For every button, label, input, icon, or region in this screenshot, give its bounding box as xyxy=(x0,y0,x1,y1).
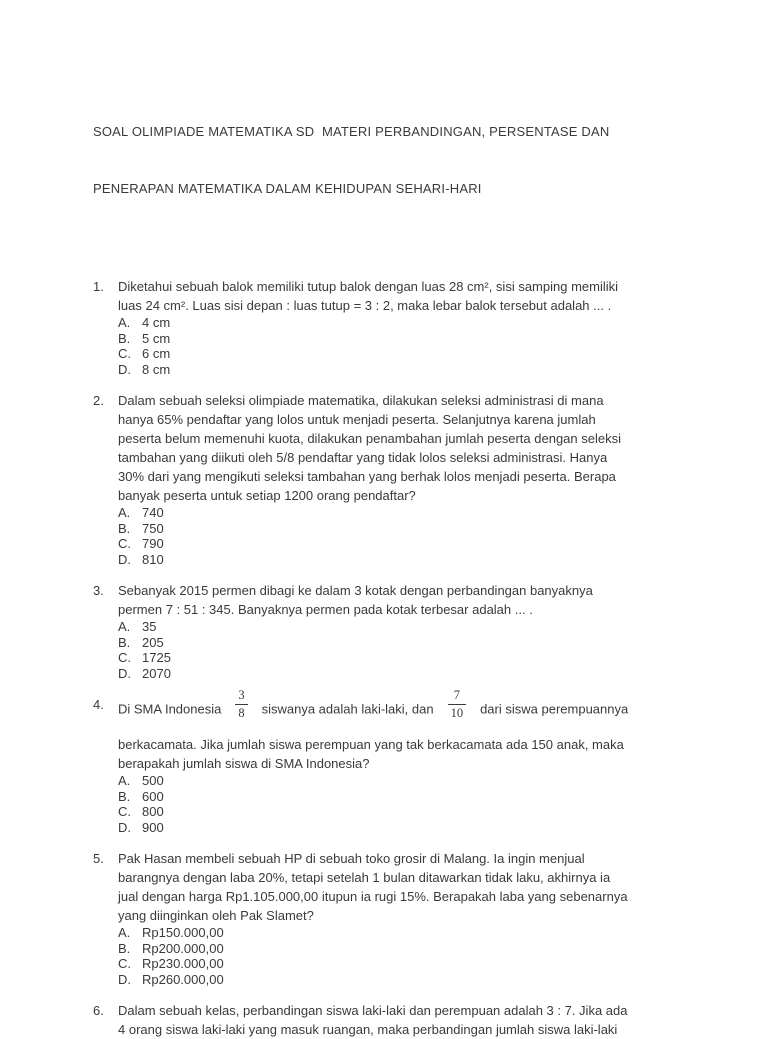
question-body xyxy=(118,581,690,681)
option-label: A. xyxy=(118,925,131,940)
question-text-line: yang diinginkan oleh Pak Slamet? xyxy=(118,908,314,923)
question-text-line: berapakah jumlah siswa di SMA Indonesia? xyxy=(118,756,370,771)
title-line-1: SOAL OLIMPIADE MATEMATIKA SD MATERI PERBANDINGAN, PERSENTASE DAN xyxy=(93,124,610,139)
question-text-line-with-fractions xyxy=(118,688,690,725)
question-body xyxy=(118,277,690,377)
option-label: D. xyxy=(118,819,131,835)
option-label: B. xyxy=(118,520,131,536)
option-a xyxy=(118,619,690,635)
question-text-line: 30% dari yang mengikuti seleksi tambahan yang berhak lolos menjadi peserta. Berapa xyxy=(118,469,616,484)
fraction-numerator: 7 xyxy=(453,688,460,702)
option-b xyxy=(118,331,690,347)
option-c xyxy=(118,346,690,362)
option-text: 740 xyxy=(142,505,164,520)
question-text-line: luas 24 cm². Luas sisi depan : luas tutup = 3 : 2, maka lebar balok tersebut adalah ... . xyxy=(118,298,612,313)
option-label: C. xyxy=(118,346,131,361)
question-2 xyxy=(93,391,690,567)
option-text: 1725 xyxy=(142,650,171,665)
question-number: 3. xyxy=(93,583,104,598)
option-text: 600 xyxy=(142,788,164,804)
option-text: 35 xyxy=(142,619,157,634)
option-text: 2070 xyxy=(142,665,171,681)
question-text-segment: siswanya adalah laki-laki, dan xyxy=(261,701,434,717)
question-text-line: jual dengan harga Rp1.105.000,00 itupun ia rugi 15%. Berapakah laba yang sebenarnya xyxy=(118,889,628,904)
option-text: 500 xyxy=(142,773,164,788)
question-number: 5. xyxy=(93,851,104,866)
question-1 xyxy=(93,277,690,377)
option-text: 4 cm xyxy=(142,315,171,330)
option-a xyxy=(118,505,690,521)
fraction-3-8 xyxy=(235,689,247,719)
question-text-line: Dalam sebuah kelas, perbandingan siswa laki-laki dan perempuan adalah 3 : 7. Jika ada xyxy=(118,1003,628,1018)
option-text: 790 xyxy=(142,536,164,551)
question-3 xyxy=(93,581,690,681)
option-label: A. xyxy=(118,505,131,520)
question-number: 2. xyxy=(93,393,104,408)
option-label: D. xyxy=(118,361,131,377)
question-text-line: Sebanyak 2015 permen dibagi ke dalam 3 kotak dengan perbandingan banyaknya xyxy=(118,583,593,598)
option-text: Rp150.000,00 xyxy=(142,925,224,940)
fraction-denominator: 10 xyxy=(448,704,467,720)
option-d xyxy=(118,666,690,682)
option-text: 8 cm xyxy=(142,361,171,377)
document-title xyxy=(93,84,690,236)
option-label: D. xyxy=(118,551,131,567)
option-label: C. xyxy=(118,956,131,971)
fraction-denominator: 8 xyxy=(235,704,247,720)
question-text-line: permen 7 : 51 : 345. Banyaknya permen pada kotak terbesar adalah ... . xyxy=(118,602,533,617)
question-text-line: tambahan yang diikuti oleh 5/8 pendaftar yang tidak lolos seleksi administrasi. Hanya xyxy=(118,450,608,465)
answer-options xyxy=(118,315,690,377)
option-label: C. xyxy=(118,536,131,551)
question-text-line: berkacamata. Jika jumlah siswa perempuan yang tak berkacamata ada 150 anak, maka xyxy=(118,737,624,752)
option-b xyxy=(118,941,690,957)
question-text-line: hanya 65% pendaftar yang lolos untuk menjadi peserta. Selanjutnya karena jumlah xyxy=(118,412,596,427)
option-label: D. xyxy=(118,665,131,681)
answer-options xyxy=(118,773,690,835)
question-text-line: Pak Hasan membeli sebuah HP di sebuah toko grosir di Malang. Ia ingin menjual xyxy=(118,851,585,866)
question-text-line: peserta belum memenuhi kuota, dilakukan penambahan jumlah peserta dengan seleksi xyxy=(118,431,621,446)
answer-options xyxy=(118,925,690,987)
option-label: B. xyxy=(118,788,131,804)
option-text: 900 xyxy=(142,819,164,835)
question-text-line: Dalam sebuah seleksi olimpiade matematika, dilakukan seleksi administrasi di mana xyxy=(118,393,604,408)
option-label: B. xyxy=(118,940,131,956)
option-label: A. xyxy=(118,773,131,788)
option-label: B. xyxy=(118,330,131,346)
option-label: A. xyxy=(118,315,131,330)
question-body xyxy=(118,1001,690,1039)
question-text-line: 4 orang siswa laki-laki yang masuk ruangan, maka perbandingan jumlah siswa laki-laki xyxy=(118,1022,618,1037)
option-b xyxy=(118,635,690,651)
option-a xyxy=(118,925,690,941)
option-d xyxy=(118,972,690,988)
answer-options xyxy=(118,505,690,567)
question-body xyxy=(118,391,690,567)
option-text: Rp200.000,00 xyxy=(142,940,224,956)
question-6 xyxy=(93,1001,690,1039)
option-text: Rp230.000,00 xyxy=(142,956,224,971)
option-d xyxy=(118,552,690,568)
question-text-line: Diketahui sebuah balok memiliki tutup balok dengan luas 28 cm², sisi samping memiliki xyxy=(118,279,619,294)
fraction-numerator: 3 xyxy=(238,688,245,702)
question-4 xyxy=(93,688,690,835)
question-text-line: banyak peserta untuk setiap 1200 orang pendaftar? xyxy=(118,488,416,503)
option-text: Rp260.000,00 xyxy=(142,971,224,987)
question-5 xyxy=(93,849,690,987)
option-text: 800 xyxy=(142,804,164,819)
option-label: A. xyxy=(118,619,131,634)
option-label: B. xyxy=(118,634,131,650)
option-c xyxy=(118,956,690,972)
option-b xyxy=(118,521,690,537)
option-text: 6 cm xyxy=(142,346,171,361)
option-text: 810 xyxy=(142,551,164,567)
option-c xyxy=(118,536,690,552)
option-a xyxy=(118,315,690,331)
question-number: 4. xyxy=(93,697,104,712)
option-d xyxy=(118,362,690,378)
question-number: 1. xyxy=(93,279,104,294)
question-body xyxy=(118,688,690,835)
fraction-7-10 xyxy=(448,689,467,719)
question-text-segment: dari siswa perempuannya xyxy=(480,701,629,717)
question-number: 6. xyxy=(93,1003,104,1018)
option-c xyxy=(118,804,690,820)
question-text-line: barangnya dengan laba 20%, tetapi setelah 1 bulan ditawarkan tidak laku, akhirnya ia xyxy=(118,870,611,885)
option-d xyxy=(118,820,690,836)
option-b xyxy=(118,789,690,805)
option-label: D. xyxy=(118,971,131,987)
question-text-segment: Di SMA Indonesia xyxy=(118,701,222,717)
option-text: 750 xyxy=(142,520,164,536)
answer-options xyxy=(118,619,690,681)
option-label: C. xyxy=(118,804,131,819)
option-text: 5 cm xyxy=(142,330,171,346)
title-line-2: PENERAPAN MATEMATIKA DALAM KEHIDUPAN SEHARI-HARI xyxy=(93,181,482,196)
option-c xyxy=(118,650,690,666)
option-label: C. xyxy=(118,650,131,665)
question-body xyxy=(118,849,690,987)
option-text: 205 xyxy=(142,634,164,650)
option-a xyxy=(118,773,690,789)
